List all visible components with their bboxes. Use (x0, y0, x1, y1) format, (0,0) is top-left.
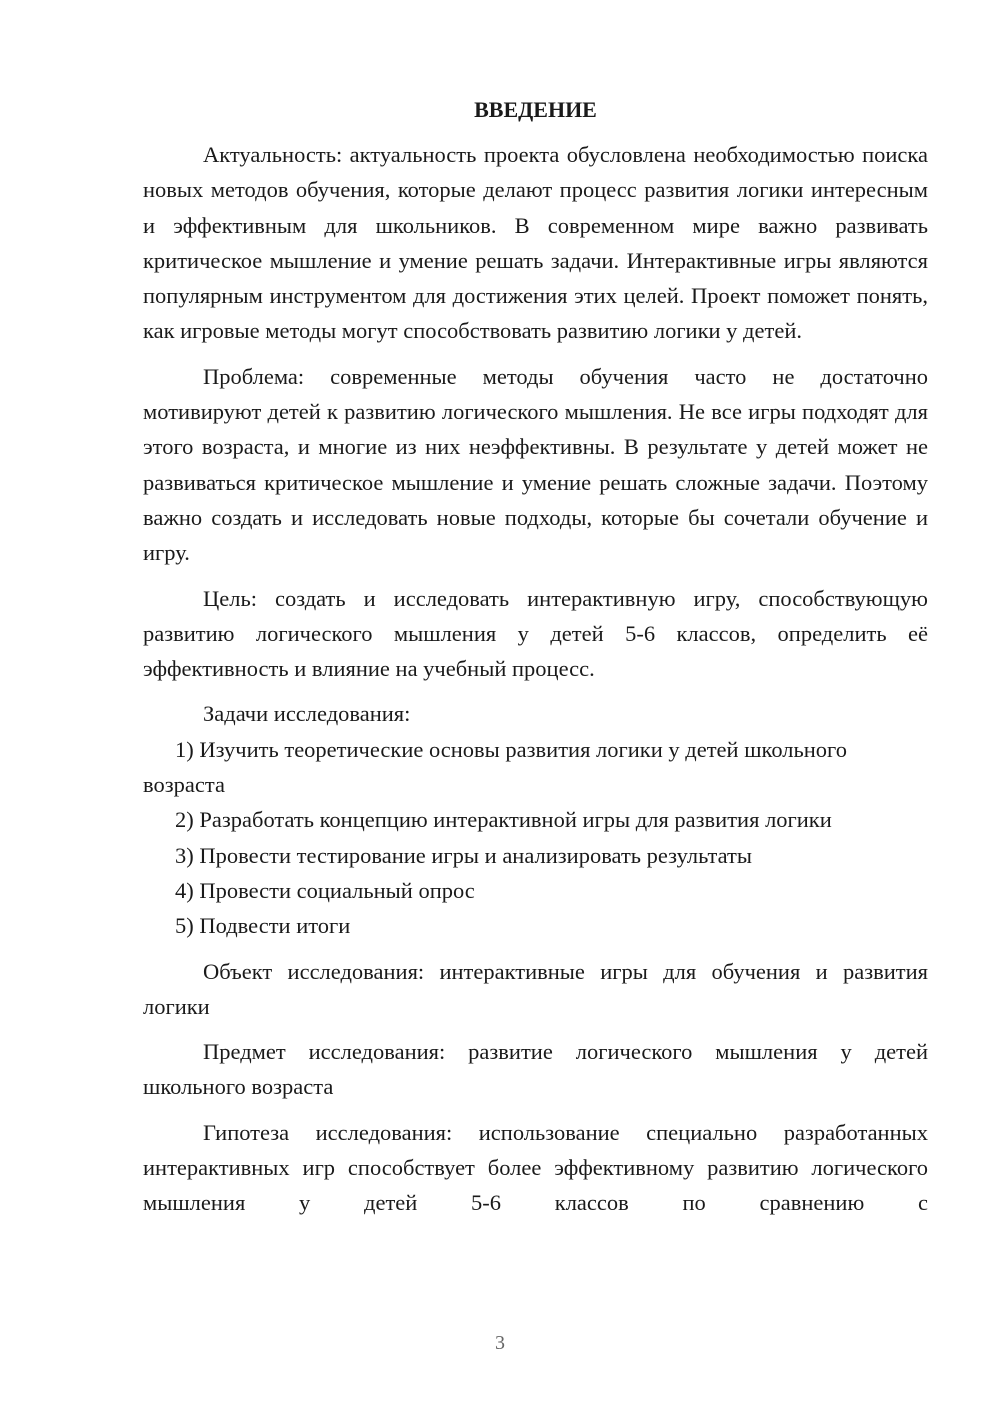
page-title: ВВЕДЕНИЕ (474, 97, 597, 122)
list-item: 5) Подвести итоги (175, 913, 351, 939)
document-page (143, 92, 928, 1221)
hypothesis-paragraph: Гипотеза исследования: использование специально разработанных интерактивных игр способствует более эффективному развитию логического мышления у детей 5-6 классов по сравнению с (143, 1119, 928, 1216)
relevance-paragraph: Актуальность: актуальность проекта обусловлена необходимостью поиска новых методов обучения, которые делают процесс развития логики интересным и эффективным для школьников. В современном мире важно развивать критическое мышление и умение решать задачи. Интерактивные игры являются популярным инструментом для достижения этих целей. Проект поможет понять, как игровые методы могут способствовать развитию логики у детей. (143, 142, 928, 344)
goal-paragraph: Цель: создать и исследовать интерактивную игру, способствующую развитию логического мышления у детей 5-6 классов, определить её эффективность и влияние на учебный процесс. (143, 585, 928, 682)
subject-paragraph: Предмет исследования: развитие логического мышления у детей школьного возраста (143, 1039, 928, 1100)
list-item: 4) Провести социальный опрос (175, 877, 475, 903)
problem-paragraph: Проблема: современные методы обучения часто не достаточно мотивируют детей к развитию логического мышления. Не все игры подходят для этого возраста, и многие из них неэффективны. В результате у детей может не развиваться критическое мышление и умение решать сложные задачи. Поэтому важно создать и исследовать новые подходы, которые бы сочетали обучение и игру. (143, 363, 928, 566)
tasks-heading: Задачи исследования: (203, 701, 411, 727)
list-item: 1) Изучить теоретические основы развития логики у детей школьного возраста (143, 736, 847, 798)
tasks-list (143, 732, 928, 944)
list-item: 2) Разработать концепцию интерактивной игры для развития логики (175, 807, 832, 833)
object-paragraph: Объект исследования: интерактивные игры для обучения и развития логики (143, 958, 928, 1019)
list-item: 3) Провести тестирование игры и анализировать результаты (175, 842, 752, 868)
page-number: 3 (495, 1332, 505, 1354)
